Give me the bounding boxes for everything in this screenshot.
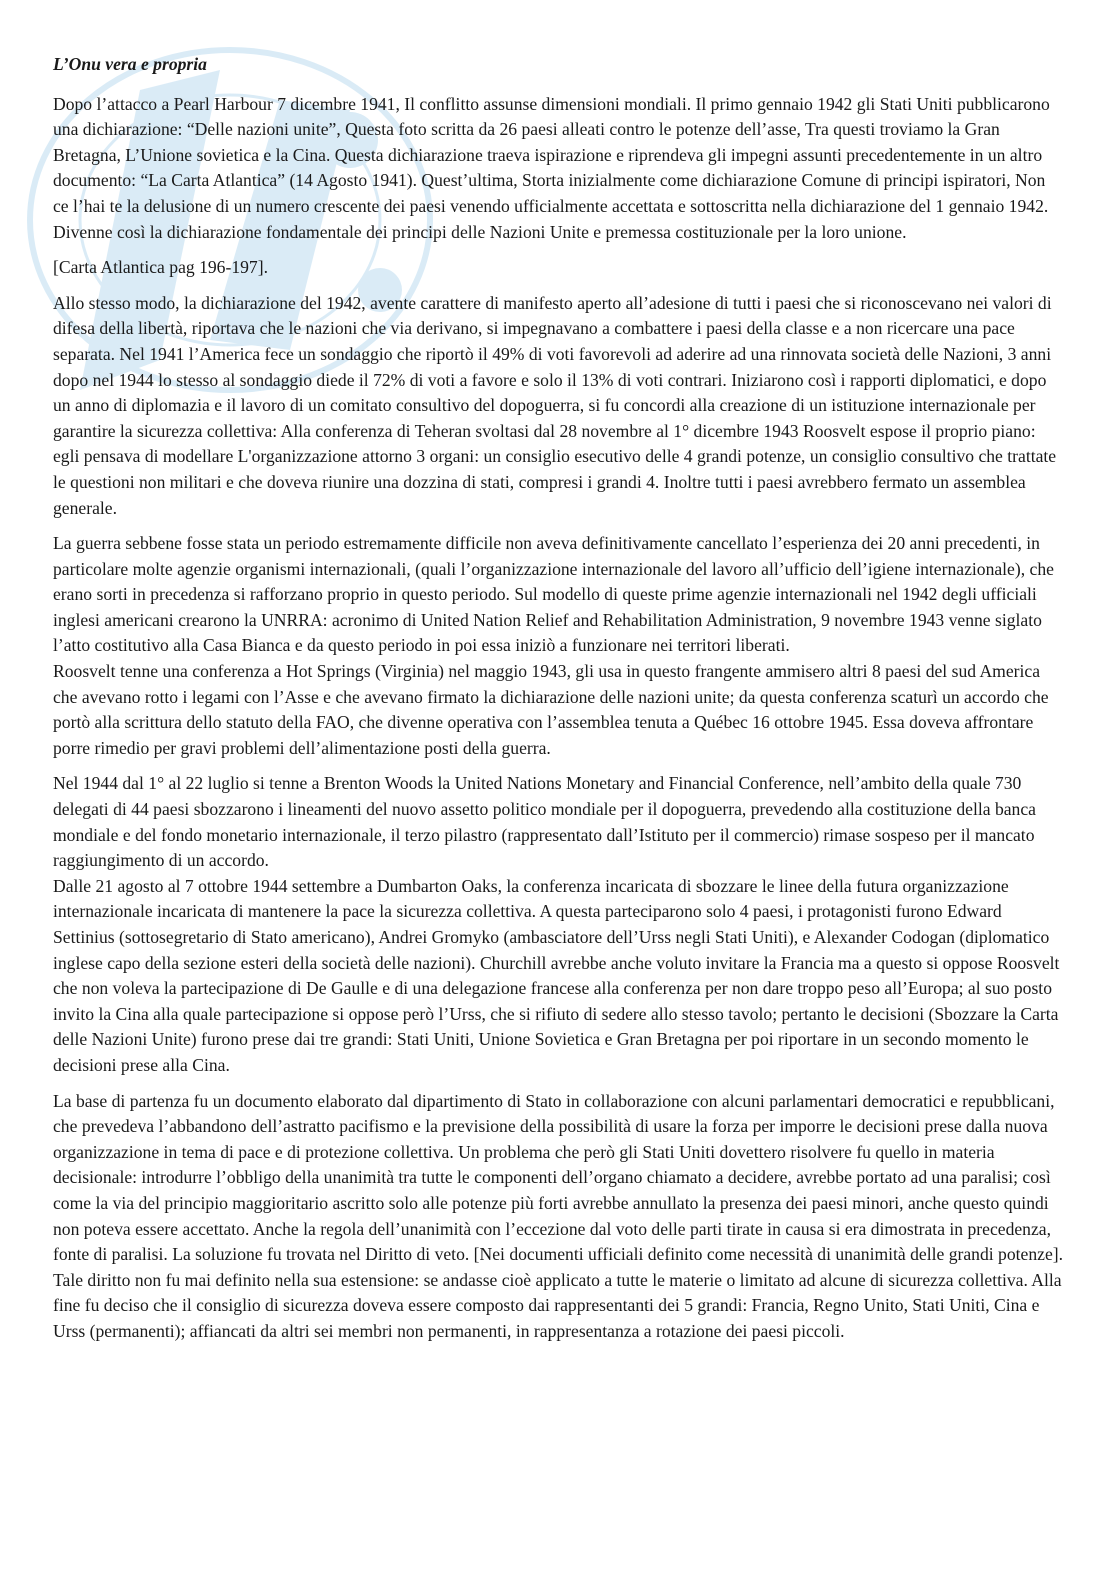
paragraph — [53, 771, 1065, 1078]
paragraph-text: La guerra sebbene fosse stata un periodo estremamente difficile non aveva definitivamente cancellato l’esperienza dei 20 anni precedenti, in particolare molte agenzie organismi internazionali, (quali l’organizzazione internazionale del lavoro all’ufficio dell’igiene internazionale), che erano sorti in precedenza si rafforzano proprio in questo periodo. Sul modello di queste prime agenzie internazionali nel 1942 degli ufficiali inglesi americani crearono la UNRRA: acronimo di United Nation Relief and Rehabilitation Administration, 9 novembre 1943 venne siglato l’atto costitutivo alla Casa Bianca e da questo periodo in poi essa iniziò a funzionare nei territori liberati. — [53, 533, 1054, 656]
paragraph-text: Nel 1944 dal 1° al 22 luglio si tenne a Brenton Woods la United Nations Monetary and Financial Conference, nell’ambito della quale 730 delegati di 44 paesi sbozzarono i lineamenti del nuovo assetto politico mondiale per il dopoguerra, prevedendo alla costituzione della banca mondiale e del fondo monetario internazionale, il terzo pilastro (rappresentato dall’Istituto per il commercio) rimase sospeso per il mancato raggiungimento di un accordo. — [53, 773, 1036, 871]
document-title: L’Onu vera e propria — [53, 54, 207, 74]
paragraph — [53, 255, 1065, 281]
paragraph-text: La base di partenza fu un documento elaborato dal dipartimento di Stato in collaborazione con alcuni parlamentari democratici e repubblicani, che prevedeva l’abbandono dell’astratto pacifismo e la previsione della possibilità di usare la forza per imporre le decisioni prese dalla nuova organizzazione in tema di pace e di protezione collettiva. Un problema che però gli Stati Uniti dovettero risolvere fu quello in materia decisionale: introdurre l’obbligo della unanimità tra tutte le componenti dell’organo chiamato a decidere, avrebbe portato ad una paralisi; così come la via del principio maggioritario ascritto solo alle potenze più forti avrebbe annullato la presenza dei paesi minori, anche questo quindi non poteva essere accettato. Anche la regola dell’unanimità con l’eccezione dal voto delle parti tirate in causa si era dimostrata in precedenza, fonte di paralisi. La soluzione fu trovata nel Diritto di veto. [Nei documenti ufficiali definito come necessità di unanimità delle grandi potenze]. Tale diritto non fu mai definito nella sua estensione: se andasse cioè applicato a tutte le materie o limitato ad alcune di sicurezza collettiva. Alla fine fu deciso che il consiglio di sicurezza doveva essere composto dai rappresentanti dei 5 grandi: Francia, Regno Unito, Stati Uniti, Cina e Urss (permanenti); affiancati da altri sei membri non permanenti, in rappresentanza a rotazione dei paesi piccoli. — [53, 1090, 1064, 1341]
paragraph-text: Allo stesso modo, la dichiarazione del 1942, avente carattere di manifesto aperto all’adesione di tutti i paesi che si riconoscevano nei valori di difesa della libertà, riportava che le nazioni che via derivano, si impegnavano a combattere i paesi della classe e a non ricercare una pace separata. Nel 1941 l’America fece un sondaggio che riportò il 49% di voti favorevoli ad aderire ad una rinnovata società delle Nazioni, 3 anni dopo nel 1944 lo stesso al sondaggio diede il 72% di voti a favore e solo il 13% di voti contrari. Iniziarono così i rapporti diplomatici, e dopo un anno di diplomazia e il lavoro di un comitato consultivo del dopoguerra, si fu concordi alla creazione di un istituzione internazionale per garantire la sicurezza collettiva: Alla conferenza di Teheran svoltasi dal 28 novembre al 1° dicembre 1943 Roosvelt espose il proprio piano: egli pensava di modellare L'organizzazione attorno 3 organi: un consiglio esecutivo delle 4 grandi potenze, un consiglio consultivo che trattate le questioni non militari e che doveva riunire una dozzina di stati, compresi i grandi 4. Inoltre tutti i paesi avrebbero fermato un assemblea generale. — [53, 292, 1057, 518]
paragraph-text: Dopo l’attacco a Pearl Harbour 7 dicembre 1941, Il conflitto assunse dimensioni mondiali. Il primo gennaio 1942 gli Stati Uniti pubblicarono una dichiarazione: “Delle nazioni unite”, Questa foto scritta da 26 paesi alleati contro le potenze dell’asse, Tra questi troviamo la Gran Bretagna, L’Unione sovietica e la Cina. Questa dichiarazione traeva ispirazione e riprendeva gli impegni assunti precedentemente in un altro documento: “La Carta Atlantica” (14 Agosto 1941). Quest’ultima, Storta inizialmente come dichiarazione Comune di principi ispiratori, Non ce l’hai te la delusione di un numero crescente dei paesi venendo ufficialmente accettata e sottoscritta nella dichiarazione del 1 gennaio 1942. Divenne così la dichiarazione fondamentale dei principi delle Nazioni Unite e premessa costituzionale per la loro unione. — [53, 93, 1050, 242]
paragraph-text: Roosvelt tenne una conferenza a Hot Springs (Virginia) nel maggio 1943, gli usa in questo frangente ammisero altri 8 paesi del sud America che avevano rotto i legami con l’Asse e che avevano firmato la dichiarazione delle nazioni unite; da questa conferenza scaturì un accordo che portò alla scrittura dello statuto della FAO, che divenne operativa con l’assemblea tenuta a Québec 16 ottobre 1945. Essa doveva affrontare porre rimedio per gravi problemi dell’alimentazione posti della guerra. — [53, 661, 1049, 758]
paragraph-text: [Carta Atlantica pag 196-197]. — [53, 257, 268, 278]
paragraph — [53, 291, 1065, 521]
paragraph — [53, 1089, 1065, 1345]
document-body — [53, 52, 1065, 1355]
paragraph-text: Dalle 21 agosto al 7 ottobre 1944 settembre a Dumbarton Oaks, la conferenza incaricata di sbozzare le linee della futura organizzazione internazionale incaricata di mantenere la pace la sicurezza collettiva. A questa parteciparono solo 4 paesi, i protagonisti furono Edward Settinius (sottosegretario di Stato americano), Andrei Gromyko (ambasciatore dell’Urss negli Stati Uniti), e Alexander Codogan (diplomatico inglese capo della sezione esteri della società delle nazioni). Churchill avrebbe anche voluto invitare la Francia ma a questo si oppose Roosvelt che non voleva la partecipazione di De Gaulle e di una delegazione francese alla conferenza per non dare troppo peso all’Europa; al suo posto invito la Cina alla quale partecipazione si oppose però l’Urss, che si rifiuto di sedere allo stesso tavolo; pertanto le decisioni (Sbozzare la Carta delle Nazioni Unite) furono prese dai tre grandi: Stati Uniti, Unione Sovietica e Gran Bretagna per poi riportare in un secondo momento le decisioni prese alla Cina. — [53, 875, 1060, 1075]
paragraph — [53, 531, 1065, 761]
paragraph — [53, 92, 1065, 246]
